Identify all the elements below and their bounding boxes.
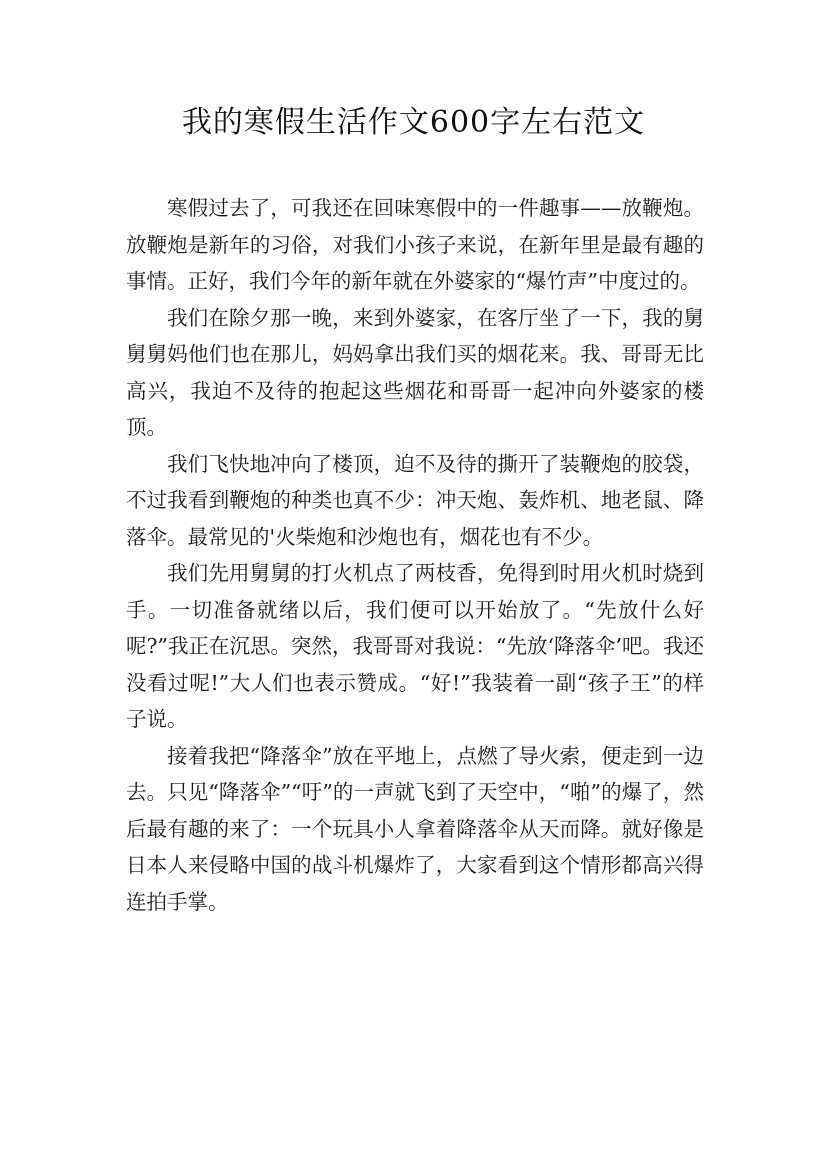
paragraph-2: 我们在除夕那一晚，来到外婆家，在客厅坐了一下，我的舅舅舅妈他们也在那儿，妈妈拿出我们买的烟花来。我、哥哥无比高兴，我迫不及待的抱起这些烟花和哥哥一起冲向外婆家的楼顶。 [126, 305, 704, 439]
paragraph-4: 我们先用舅舅的打火机点了两枝香，免得到时用火机时烧到手。一切准备就绪以后，我们便可以开始放了。“先放什么好呢?”我正在沉思。突然，我哥哥对我说：“先放‘降落伞’吧。我还没看过呢!”大人们也表示赞成。“好!”我装着一副“孩子王”的样子说。 [126, 561, 704, 731]
paragraph-3: 我们飞快地冲向了楼顶，迫不及待的撕开了装鞭炮的胶袋，不过我看到鞭炮的种类也真不少：冲天炮、轰炸机、地老鼠、降落伞。最常见的'火柴炮和沙炮也有，烟花也有不少。 [126, 451, 704, 549]
document-body [126, 190, 704, 920]
paragraph-5: 接着我把“降落伞”放在平地上，点燃了导火索，便走到一边去。只见“降落伞”“吁”的一声就飞到了天空中，“啪”的爆了，然后最有趣的来了：一个玩具小人拿着降落伞从天而降。就好像是日本人来侵略中国的战斗机爆炸了，大家看到这个情形都高兴得连拍手掌。 [126, 743, 704, 914]
document-title: 我的寒假生活作文600字左右范文 [181, 105, 646, 140]
paragraph-1: 寒假过去了，可我还在回味寒假中的一件趣事——放鞭炮。放鞭炮是新年的习俗，对我们小孩子来说，在新年里是最有趣的事情。正好，我们今年的新年就在外婆家的“爆竹声”中度过的。 [126, 196, 704, 293]
